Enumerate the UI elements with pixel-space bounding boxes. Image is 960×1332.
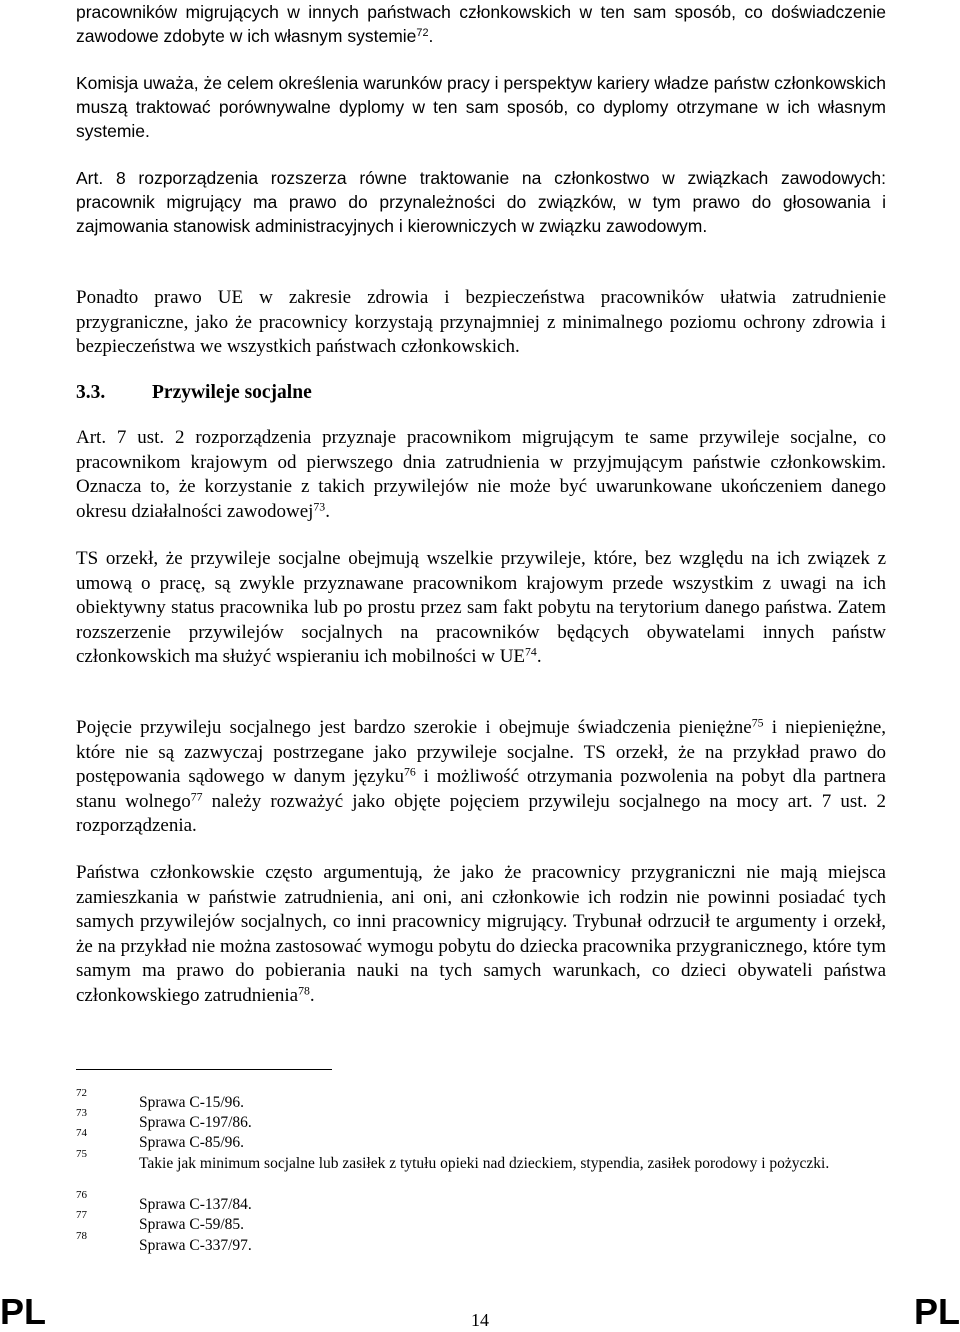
footnote-73: 73 Sprawa C-197/86. [76,1107,252,1131]
paragraph-1-text: pracowników migrujących w innych państwach członkowskich w ten sam sposób, co doświadczenie zawodowe zdobyte w ich własnym systemie [76,2,886,46]
section-number: 3.3. [76,382,106,403]
footnote-ref-72[interactable]: 72 [416,27,429,40]
page-number: 14 [471,1310,489,1330]
footnote-separator [76,1069,332,1070]
paragraph-4: Ponadto prawo UE w zakresie zdrowia i bezpieczeństwa pracowników ułatwia zatrudnienie przygraniczne, jako że pracownicy korzystają przynajmniej z minimalnego poziomu ochrony zdrowia i bezpieczeństwa we wszystkich państwach członkowskich. [76,287,886,358]
section-title: Przywileje socjalne [152,382,312,403]
footnote-ref-75[interactable]: 75 [751,716,764,730]
footer-language-right: PL [913,1291,960,1332]
paragraph-2: Komisja uważa, że celem określenia warunków pracy i perspektyw kariery władze państw członkowskich muszą traktować porównywalne dyplomy w ten sam sposób, co dyplomy otrzymane w ich własnym systemie. [76,73,886,141]
paragraph-3: Art. 8 rozporządzenia rozszerza równe traktowanie na członkostwo w związkach zawodowych: pracownik migrujący ma prawo do przynależności do związków, w tym prawo do głosowania i zajmowania stanowisk administracyjnych i kierowniczych w związku zawodowym. [76,168,886,236]
footer-language-left: PL [0,1291,47,1332]
footnote-74: 74 Sprawa C-85/96. [76,1127,245,1151]
paragraph-6: TS orzekł, że przywileje socjalne obejmują wszelkie przywileje, które, bez względu na ich związek z umową o pracę, są zwykle przyznawane pracownikom krajowym przede wszystkim z uwagi na ich obiektywny status pracownika lub po prostu przez sam fakt pobytu na terytorium danego państwa. Zatem rozszerzenie przywilejów socjalnych na pracowników będących obywatelami innych państw członkowskich ma służyć wspieraniu ich mobilności w UE$^{74}$. [76,548,886,668]
footnote-ref-76[interactable]: 76 [404,765,416,779]
footnote-ref-77[interactable]: 77 [190,790,203,804]
footnote-72: 72 Sprawa C-15/96. [76,1087,245,1111]
section-heading [76,381,312,405]
footnote-77: 77 Sprawa C-59/85. [76,1209,245,1233]
footnote-75: 75 Takie jak minimum socjalne lub zasiłek z tytułu opieki nad dzieckiem, stypendia, zasiłek porodowy i pożyczki. [76,1148,830,1172]
footnote-78: 78 Sprawa C-337/97. [76,1230,252,1254]
footnote-ref-74[interactable]: 74 [525,645,537,659]
paragraph-8: Państwa członkowskie często argumentują, że jako że pracownicy przygraniczni nie mają miejsca zamieszkania w państwie zatrudnienia, ani oni, ani członkowie ich rodzin nie powinni posiadać tych samych przywilejów socjalnych, co inni pracownicy migrujący. Trybunał odrzucił te argumenty i orzekł, że na przykład nie można zastosować wymogu pobytu do dziecka pracownika przygranicznego, które tym samym ma prawo do pobierania nauki na tych samych warunkach, co dzieci obywateli państwa członkowskiego zatrudnienia$^{78}$. [76,862,886,1006]
footnote-ref-78[interactable]: 78 [298,984,310,998]
footnote-76: 76 Sprawa C-137/84. [76,1189,252,1213]
paragraph-7: Pojęcie przywileju socjalnego jest bardzo szerokie i obejmuje świadczenia pieniężne$^{75}$ i niepieniężne, które nie są zazwyczaj postrzegane jako przywileje socjalne. TS orzekł, że na przykład prawo do postępowania sądowego w danym języku$^{76}$ i możliwość otrzymania pozwolenia na pobyt dla partnera stanu wolnego$^{77}$ należy rozważyć jako objęte pojęciem przywileju socjalnego na mocy art. 7 ust. 2 rozporządzenia. [76,716,887,837]
paragraph-1: pracowników migrujących w innych państwach członkowskich w ten sam sposób, co doświadczenie zawodowe zdobyte w ich własnym systemie$^{72}$. [76,2,886,46]
footnote-ref-73[interactable]: 73 [313,500,326,514]
paragraph-5: Art. 7 ust. 2 rozporządzenia przyznaje pracownikom migrującym te same przywileje socjalne, co pracownikom krajowym od pierwszego dnia zatrudnienia w przyjmującym państwie członkowskim. Oznacza to, że korzystanie z takich przywilejów nie może być uwarunkowane ukończeniem danego okresu działalności zawodowej$^{73}$. [76,427,886,522]
